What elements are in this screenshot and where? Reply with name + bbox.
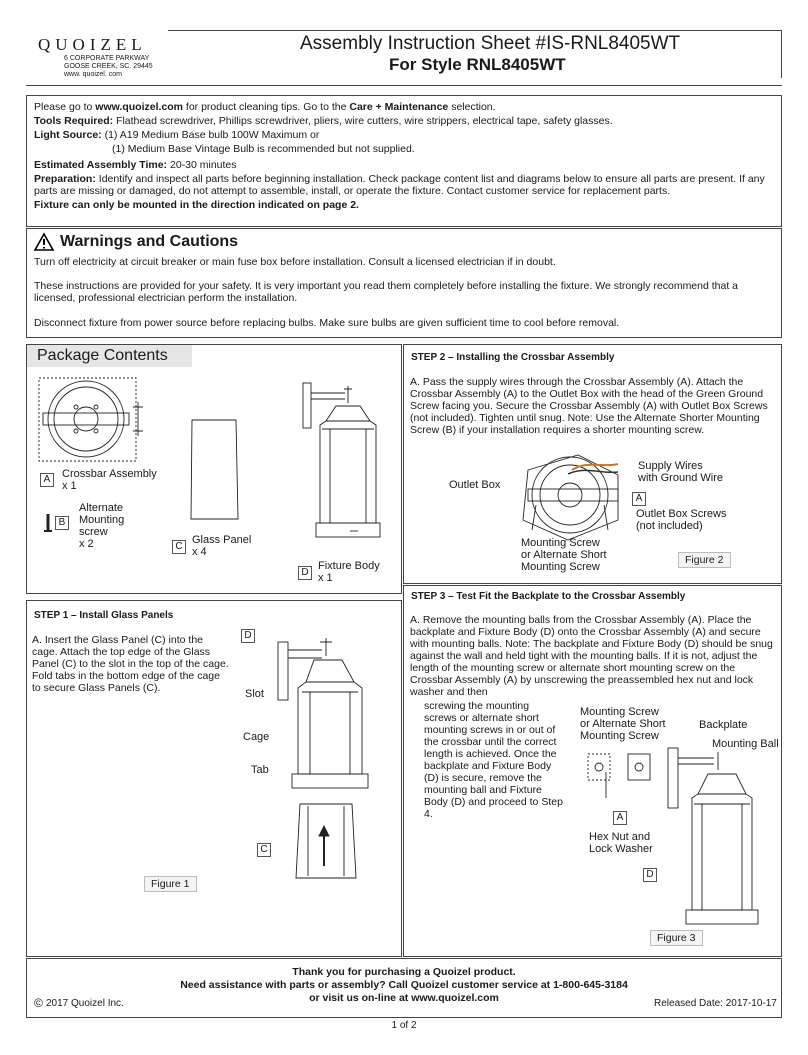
step2-supply-label-1: Supply Wires [638,460,703,472]
step3-d-tag: D [643,868,657,882]
step2-title: STEP 2 – Installing the Crossbar Assembly [411,352,615,363]
figure3-caption: Figure 3 [650,930,703,946]
fixture-body-drawing [300,381,390,551]
step2-outlet-box-label: Outlet Box [449,479,501,491]
step1-slot-label: Slot [245,688,264,700]
figure2-outlet-drawing [508,450,628,550]
part-d-tag: D [298,566,312,580]
figure1-fixture-drawing [262,628,382,898]
step1-tab-label: Tab [251,764,269,776]
warning-1: Turn off electricity at circuit breaker or main fuse box before installation. Consult a licensed electrician if in doubt. [34,256,556,268]
package-title: Package Contents [27,345,192,367]
step2-text: A. Pass the supply wires through the Crossbar Assembly (A). Attach the Crossbar Assembly (A) to the Outlet Box with the head of the Green Ground Screw facing you. Secure the Crossbar Assembly (A) with Outlet Box Screws (not included). Tighten until snug. Note: Use the Alternate Shorter Mounting Screw (B) if your installation requires a shorter mounting screw. [410,376,768,436]
step1-d-tag: D [241,629,255,643]
step3-text-top: A. Remove the mounting balls from the Crossbar Assembly (A). Place the backplate and Fixture Body (D) onto the Crossbar Assembly (A) and secure with mounting balls. Note: The backplate and Fixture Body (D) should be snug against the wall and held tight with the mounting balls. If it is not, adjust the length of the mounting screw or alternate short mounting screw on the Crossbar Assembly (A) by unscrewing the preassembled hex nut and lock washer and then [410,614,773,698]
warning-3: Disconnect fixture from power source before replacing bulbs. Make sure bulbs are given sufficient time to cool before removal. [34,317,620,329]
step1-cage-label: Cage [243,731,270,743]
step3-ball-label: Mounting Ball [712,738,779,750]
address-line-1: 6 CORPORATE PARKWAY [64,55,150,62]
footer-thanks: Thank you for purchasing a Quoizel product. [292,966,516,978]
step2-mount-label-1: Mounting Screw [521,537,600,549]
step3-backplate-label: Backplate [699,719,748,731]
step3-mount-label-2: or Alternate Short [580,718,666,730]
crossbar-drawing [38,377,148,463]
step1-title: STEP 1 – Install Glass Panels [34,610,174,621]
warnings-title: Warnings and Cautions [60,233,239,250]
brand-logo: QUOIZEL [38,35,147,54]
step2-screws-label-2: (not included) [636,520,703,532]
part-b-qty: x 2 [79,538,94,550]
part-c-tag: C [172,540,186,554]
footer-copyright: 2017 Quoizel Inc. [46,998,124,1009]
part-a-tag: A [40,473,54,487]
part-a-name: Crossbar Assembly [62,468,157,480]
step1-text: A. Insert the Glass Panel (C) into the cage. Attach the top edge of the Glass Panel (C) to the slot in the top of the cage. Fold tabs in the bottom edge of the cage to secure Glass Panels (C). [32,634,229,694]
part-d-qty: x 1 [318,572,333,584]
step3-text-side: screwing the mounting screws or alternate short mounting screws in or out of the crossbar until the correct length is achieved. Once the backplate and Fixture Body (D) is secure, remove the mounting ball and Fixture Body (D) and proceed to Step 4. [424,700,563,820]
footer-released: Released Date: 2017-10-17 [654,998,777,1009]
part-b-tag: B [55,516,69,530]
step2-mount-label-3: Mounting Screw [521,561,600,573]
step2-a-tag: A [632,492,646,506]
part-b-name-1: Alternate [79,502,124,514]
step3-title: STEP 3 – Test Fit the Backplate to the Crossbar Assembly [411,591,686,602]
copyright-icon: © [34,996,43,1010]
step3-mount-label-3: Mounting Screw [580,730,659,742]
figure2-caption: Figure 2 [678,552,731,568]
intro-text: Please go to www.quoizel.com for product cleaning tips. Go to the Care + Maintenance selection. Tools Required: Flathead screwdriver, Phillips screwdriver, pliers, wire cutters, wire strippers, electrical tape, safety glasses. Light Source: (1) A19 Medium Base bulb 100W Maximum or (1) Medium Base Vintage Bulb is recommended but not supplied. Estimated Assembly Time: 20-30 minutes Preparation: Identify and inspect all parts before beginning installation. Check package content list and diagrams below to ensure all parts are present. If any parts are missing or damaged, do not attempt to assemble, install, or operate the fixture. Contact customer service for replacement parts. Fixture can only be mounted in the direction indicated on page 2. [34,101,765,211]
step3-hex-label-2: Lock Washer [589,843,653,855]
step1-c-tag: C [257,843,271,857]
address-line-2: GOOSE CREEK, SC. 29445 [64,63,153,70]
step3-a-tag: A [613,811,627,825]
part-c-name: Glass Panel [192,534,252,546]
warning-icon [34,233,54,251]
footer-online: or visit us on-line at www.quoizel.com [309,992,499,1004]
header-rule-right [781,30,782,78]
part-a-qty: x 1 [62,480,77,492]
step2-screws-label-1: Outlet Box Screws [636,508,727,520]
warning-2: These instructions are provided for your safety. It is very important you read them completely before installing the fixture. We strongly recommend that a licensed, professional electrician perform the installation. [34,280,739,304]
part-b-name-2: Mounting [79,514,125,526]
part-d-name: Fixture Body [318,560,380,572]
header-website: www. quoizel. com [64,71,122,78]
footer-assist: Need assistance with parts or assembly? Call Quoizel customer service at 1-800-645-3184 [180,979,628,991]
header-rule-bottom [26,85,782,86]
glass-panel-drawing [190,419,240,521]
page-number: 1 of 2 [391,1020,417,1031]
figure1-caption: Figure 1 [144,876,197,892]
part-b-name-3: screw [79,526,108,538]
page-subtitle: For Style RNL8405WT [389,55,566,74]
step2-supply-label-2: with Ground Wire [638,472,723,484]
part-c-qty: x 4 [192,546,207,558]
step2-mount-label-2: or Alternate Short [521,549,607,561]
header-rule [168,30,782,31]
page-title: Assembly Instruction Sheet #IS-RNL8405WT [300,33,681,54]
step3-hex-label-1: Hex Nut and [589,831,651,843]
step3-mount-label-1: Mounting Screw [580,706,659,718]
screw-icon [44,514,52,534]
